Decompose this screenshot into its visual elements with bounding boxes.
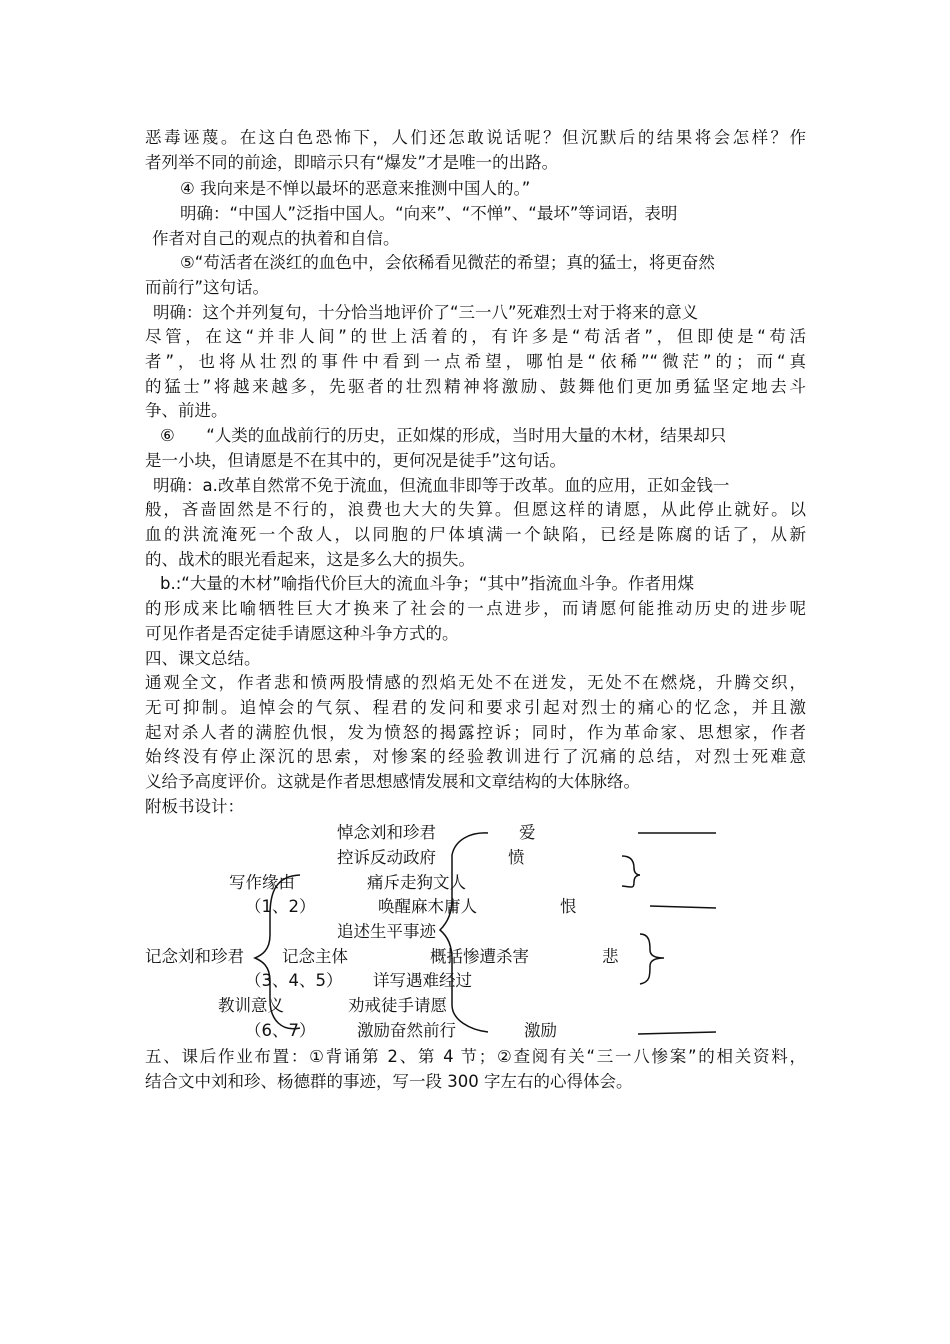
board-section: 教训意义 [218, 996, 284, 1015]
text-line: ⑤“苟活者在淡红的血色中，会依稀看见微茫的希望；真的猛士，将更奋然 [180, 253, 715, 272]
text-line: 尽管，在这“并非人间”的世上活着的，有许多是“苟活者”，但即使是“苟活 [145, 327, 806, 346]
text-line: 般，吝啬固然是不行的，浪费也大大的失算。但愿这样的请愿，从此停止就好。以 [145, 500, 806, 519]
board-paragraphs: （3、4、5） [245, 971, 343, 990]
text-line: 始终没有停止深沉的思索，对惨案的经验教训进行了沉痛的总结，对烈士死难意 [145, 747, 806, 766]
board-section: 写作缘由 [229, 873, 295, 892]
text-line: 血的洪流淹死一个敌人，以同胞的尸体填满一个缺陷，已经是陈腐的话了，从新 [145, 525, 806, 544]
board-item: 概括惨遭杀害 [430, 947, 529, 966]
board-emotion: 激励 [524, 1021, 557, 1040]
text-line: 者”，也将从壮烈的事件中看到一点希望，哪怕是“依稀”“微茫”的；而“真 [145, 352, 806, 371]
board-item: 激励奋然前行 [357, 1021, 456, 1040]
board-emotion: 悲 [602, 947, 619, 966]
board-root: 记念刘和珍君 [145, 947, 244, 966]
board-emotion: 愤 [508, 848, 525, 867]
text-line: 的形成来比喻牺牲巨大才换来了社会的一点进步，而请愿何能推动历史的进步呢 [145, 599, 806, 618]
text-line: 作者对自己的观点的执着和自信。 [152, 229, 400, 248]
board-item: 追述生平事迹 [337, 922, 436, 941]
text-line: ④ 我向来是不惮以最坏的恶意来推测中国人的。” [180, 179, 531, 198]
section-heading: 附板书设计： [145, 797, 244, 816]
text-line: 恶毒诬蔑。在这白色恐怖下，人们还怎敢说话呢？但沉默后的结果将会怎样？作 [145, 128, 806, 147]
text-line: 明确：这个并列复句，十分恰当地评价了“三一八”死难烈士对于将来的意义 [153, 303, 699, 322]
text-line: 五、课后作业布置：①背诵第 2、第 4 节；②查阅有关“三一八惨案”的相关资料， [145, 1047, 806, 1066]
board-emotion: 恨 [560, 897, 577, 916]
text-line: 无可抑制。追悼会的气氛、程君的发问和要求引起对烈士的痛心的忆念，并且激 [145, 698, 806, 717]
board-item: 痛斥走狗文人 [367, 873, 466, 892]
text-line: 明确：a.改革自然常不免于流血，但流血非即等于改革。血的应用，正如金钱一 [153, 476, 730, 495]
board-emotion: 爱 [519, 823, 536, 842]
text-line: 者列举不同的前途，即暗示只有“爆发”才是唯一的出路。 [145, 153, 559, 172]
dash-line [650, 906, 716, 908]
board-paragraphs: （6、7） [245, 1021, 316, 1040]
text-line: 起对杀人者的满腔仇恨，发为愤怒的揭露控诉；同时，作为革命家、思想家，作者 [145, 723, 806, 742]
text-line: 通观全文，作者悲和愤两股情感的烈焰无处不在迸发，无处不在燃烧，升腾交织， [145, 673, 806, 692]
text-line: 是一小块，但请愿是不在其中的，更何况是徒手”这句话。 [145, 451, 567, 470]
text-line: 争、前进。 [145, 401, 228, 420]
board-item: 悼念刘和珍君 [337, 823, 436, 842]
text-line: ⑥ “人类的血战前行的历史，正如煤的形成，当时用大量的木材，结果却只 [160, 426, 727, 445]
text-line: 而前行”这句话。 [145, 278, 270, 297]
board-item: 控诉反动政府 [337, 848, 436, 867]
board-section: 记念主体 [282, 947, 348, 966]
board-item: 唤醒麻木庸人 [378, 897, 477, 916]
right-brace-upper [622, 856, 640, 887]
text-line: 可见作者是否定徒手请愿这种斗争方式的。 [145, 624, 459, 643]
section-heading: 四、课文总结。 [145, 649, 261, 668]
text-line: 的猛士”将越来越多，先驱者的壮烈精神将激励、鼓舞他们更加勇猛坚定地去斗 [145, 377, 806, 396]
board-paragraphs: （1、2） [245, 897, 316, 916]
text-line: b.:“大量的木材”喻指代价巨大的流血斗争；“其中”指流血斗争。作者用煤 [160, 574, 694, 593]
text-line: 的、战术的眼光看起来，这是多么大的损失。 [145, 550, 475, 569]
board-item: 详写遇难经过 [373, 971, 472, 990]
text-line: 明确：“中国人”泛指中国人。“向来”、“不惮”、“最坏”等词语，表明 [180, 204, 678, 223]
right-brace-lower [640, 934, 664, 984]
dash-line [638, 1032, 716, 1034]
text-line: 结合文中刘和珍、杨德群的事迹，写一段 300 字左右的心得体会。 [145, 1072, 633, 1091]
board-item: 劝戒徒手请愿 [348, 996, 447, 1015]
text-line: 义给予高度评价。这就是作者思想感情发展和文章结构的大体脉络。 [145, 772, 640, 791]
